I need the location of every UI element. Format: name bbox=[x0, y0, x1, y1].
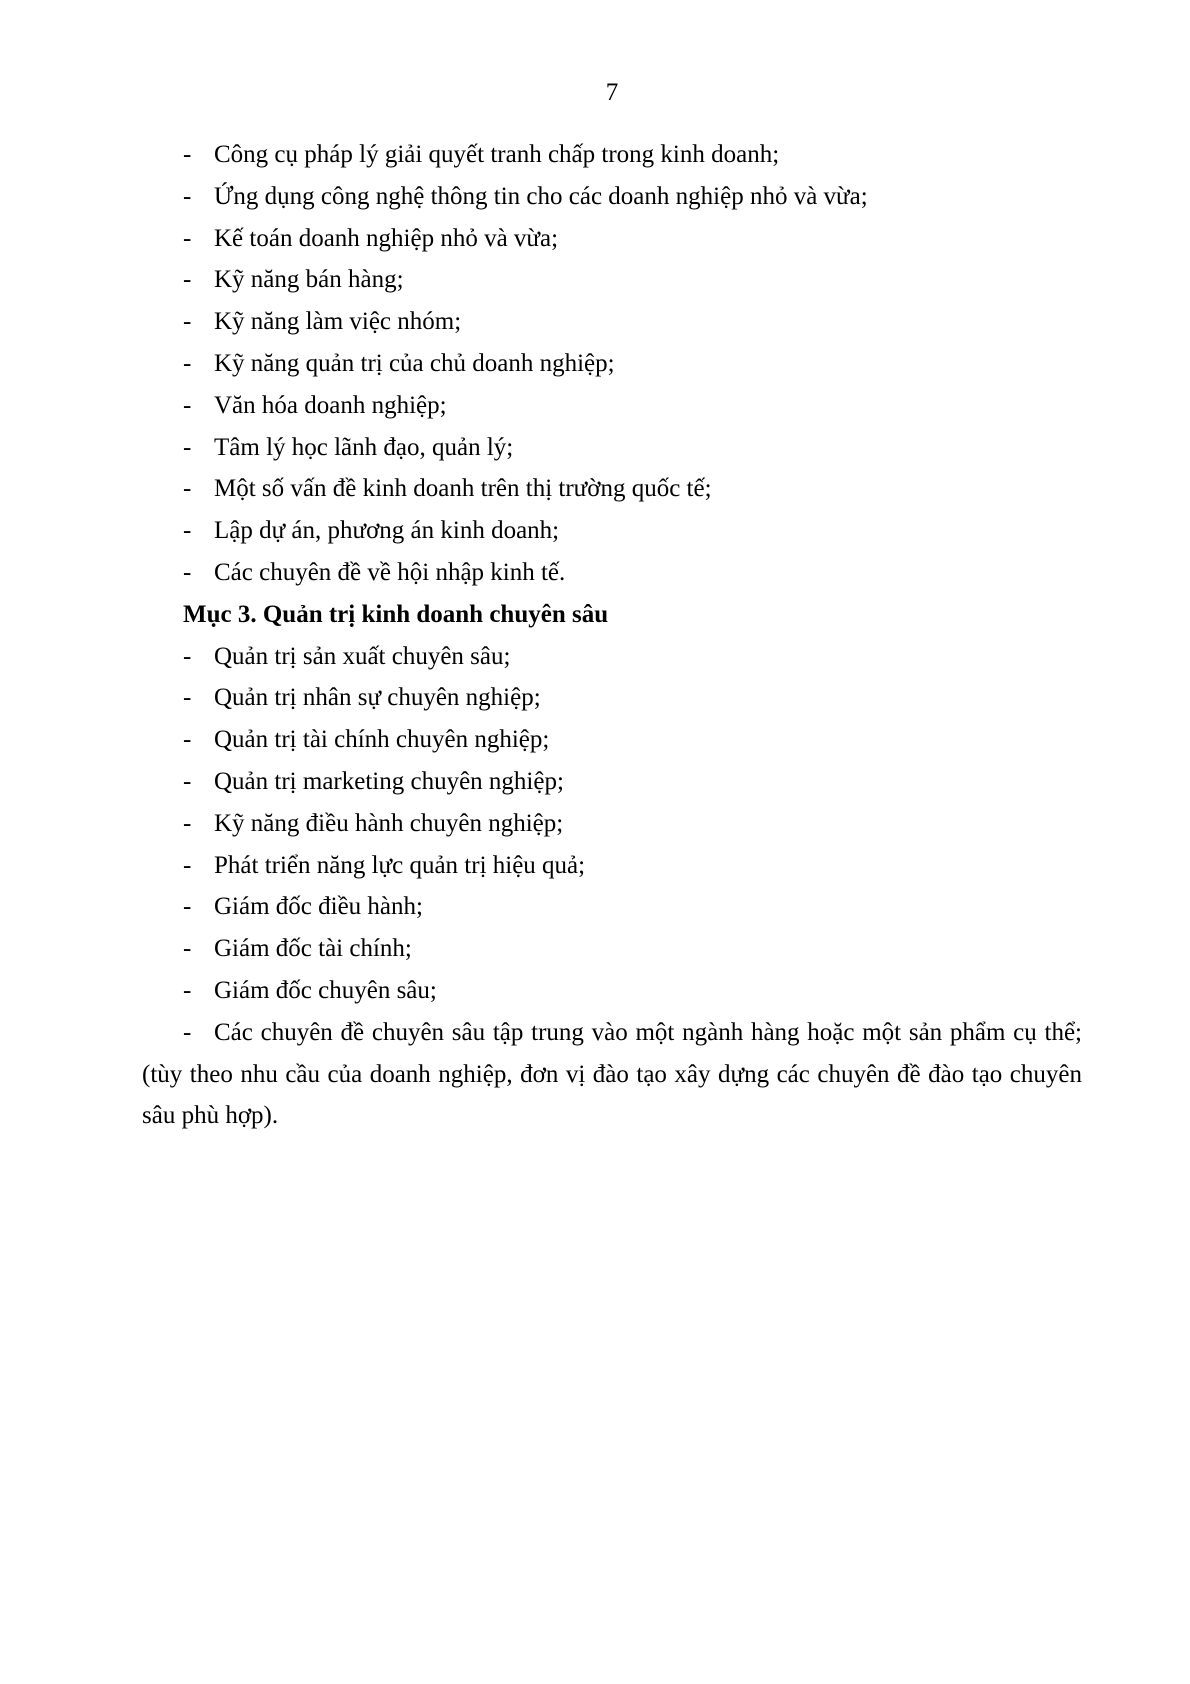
list-item-text: Quản trị marketing chuyên nghiệp; bbox=[214, 767, 564, 795]
bullet-dash: - bbox=[183, 642, 192, 670]
list-item-text: Quản trị tài chính chuyên nghiệp; bbox=[214, 726, 550, 754]
list-item bbox=[142, 134, 1082, 176]
bullet-dash: - bbox=[183, 308, 192, 336]
list-item-text: Lập dự án, phương án kinh doanh; bbox=[214, 517, 560, 545]
list-item-text: Một số vấn đề kinh doanh trên thị trường quốc tế; bbox=[214, 475, 712, 503]
list-item bbox=[142, 301, 1082, 343]
bullet-dash: - bbox=[183, 809, 192, 837]
list-item bbox=[142, 761, 1082, 803]
list-item bbox=[142, 719, 1082, 761]
list-item bbox=[142, 510, 1082, 552]
list-item-text: Kế toán doanh nghiệp nhỏ và vừa; bbox=[214, 224, 559, 252]
list-item bbox=[142, 636, 1082, 678]
list-item bbox=[142, 218, 1082, 260]
list-item-text: Văn hóa doanh nghiệp; bbox=[214, 391, 447, 419]
list-item-text: Kỹ năng làm việc nhóm; bbox=[214, 308, 462, 336]
list-item-text: Tâm lý học lãnh đạo, quản lý; bbox=[214, 433, 514, 461]
list-item-text: Giám đốc tài chính; bbox=[214, 935, 412, 963]
list-item-text: Kỹ năng quản trị của chủ doanh nghiệp; bbox=[214, 349, 615, 377]
list-item-text: Giám đốc điều hành; bbox=[214, 893, 423, 921]
list-item-text: Quản trị sản xuất chuyên sâu; bbox=[214, 642, 511, 670]
list-item-text: Công cụ pháp lý giải quyết tranh chấp trong kinh doanh; bbox=[214, 141, 780, 168]
bullet-dash: - bbox=[183, 475, 192, 503]
list-item bbox=[142, 845, 1082, 887]
list-item bbox=[142, 385, 1082, 427]
bullet-dash: - bbox=[183, 182, 192, 210]
list-item-text: Quản trị nhân sự chuyên nghiệp; bbox=[214, 684, 541, 712]
bullet-dash: - bbox=[183, 391, 192, 419]
bullet-dash: - bbox=[183, 726, 192, 754]
list-item-text: Kỹ năng điều hành chuyên nghiệp; bbox=[214, 809, 564, 837]
list-item bbox=[142, 468, 1082, 510]
bullet-dash: - bbox=[183, 517, 192, 545]
list-item-text: Ứng dụng công nghệ thông tin cho các doanh nghiệp nhỏ và vừa; bbox=[214, 182, 868, 210]
bullet-dash: - bbox=[183, 935, 192, 963]
bullet-dash: - bbox=[183, 141, 192, 168]
bullet-dash: - bbox=[183, 433, 192, 461]
list-item bbox=[142, 928, 1082, 970]
list-item bbox=[142, 343, 1082, 385]
list-item-text: Phát triển năng lực quản trị hiệu quả; bbox=[214, 851, 586, 879]
bullet-dash: - bbox=[183, 976, 192, 1004]
document-body bbox=[142, 134, 1082, 1137]
bullet-dash: - bbox=[183, 224, 192, 252]
bullet-dash: - bbox=[183, 767, 192, 795]
bullet-dash: - bbox=[183, 851, 192, 879]
list-item bbox=[142, 803, 1082, 845]
bullet-dash: - bbox=[183, 893, 192, 921]
final-paragraph-text: Các chuyên đề chuyên sâu tập trung vào một ngành hàng hoặc một sản phẩm cụ thể; (tùy theo nhu cầu của doanh nghiệp, đơn vị đào tạo xây dựng các chuyên đề đào tạo chuyên sâu phù hợp). bbox=[142, 1018, 1082, 1130]
bullet-dash: - bbox=[183, 349, 192, 377]
section-heading: Mục 3. Quản trị kinh doanh chuyên sâu bbox=[183, 600, 609, 628]
list-item-text: Giám đốc chuyên sâu; bbox=[214, 976, 437, 1004]
bullet-dash: - bbox=[183, 558, 192, 586]
list-item bbox=[142, 259, 1082, 301]
bullet-dash: - bbox=[183, 684, 192, 712]
bullet-dash: - bbox=[183, 1018, 192, 1046]
list-item bbox=[142, 886, 1082, 928]
list-item bbox=[142, 176, 1082, 218]
list-item bbox=[142, 677, 1082, 719]
list-item-text: Kỹ năng bán hàng; bbox=[214, 266, 404, 294]
page-number: 7 bbox=[605, 79, 619, 106]
list-item bbox=[142, 552, 1082, 594]
list-item bbox=[142, 970, 1082, 1012]
bullet-dash: - bbox=[183, 266, 192, 294]
list-item bbox=[142, 427, 1082, 469]
list-item-text: Các chuyên đề về hội nhập kinh tế. bbox=[214, 558, 566, 586]
final-paragraph bbox=[142, 1012, 1082, 1137]
